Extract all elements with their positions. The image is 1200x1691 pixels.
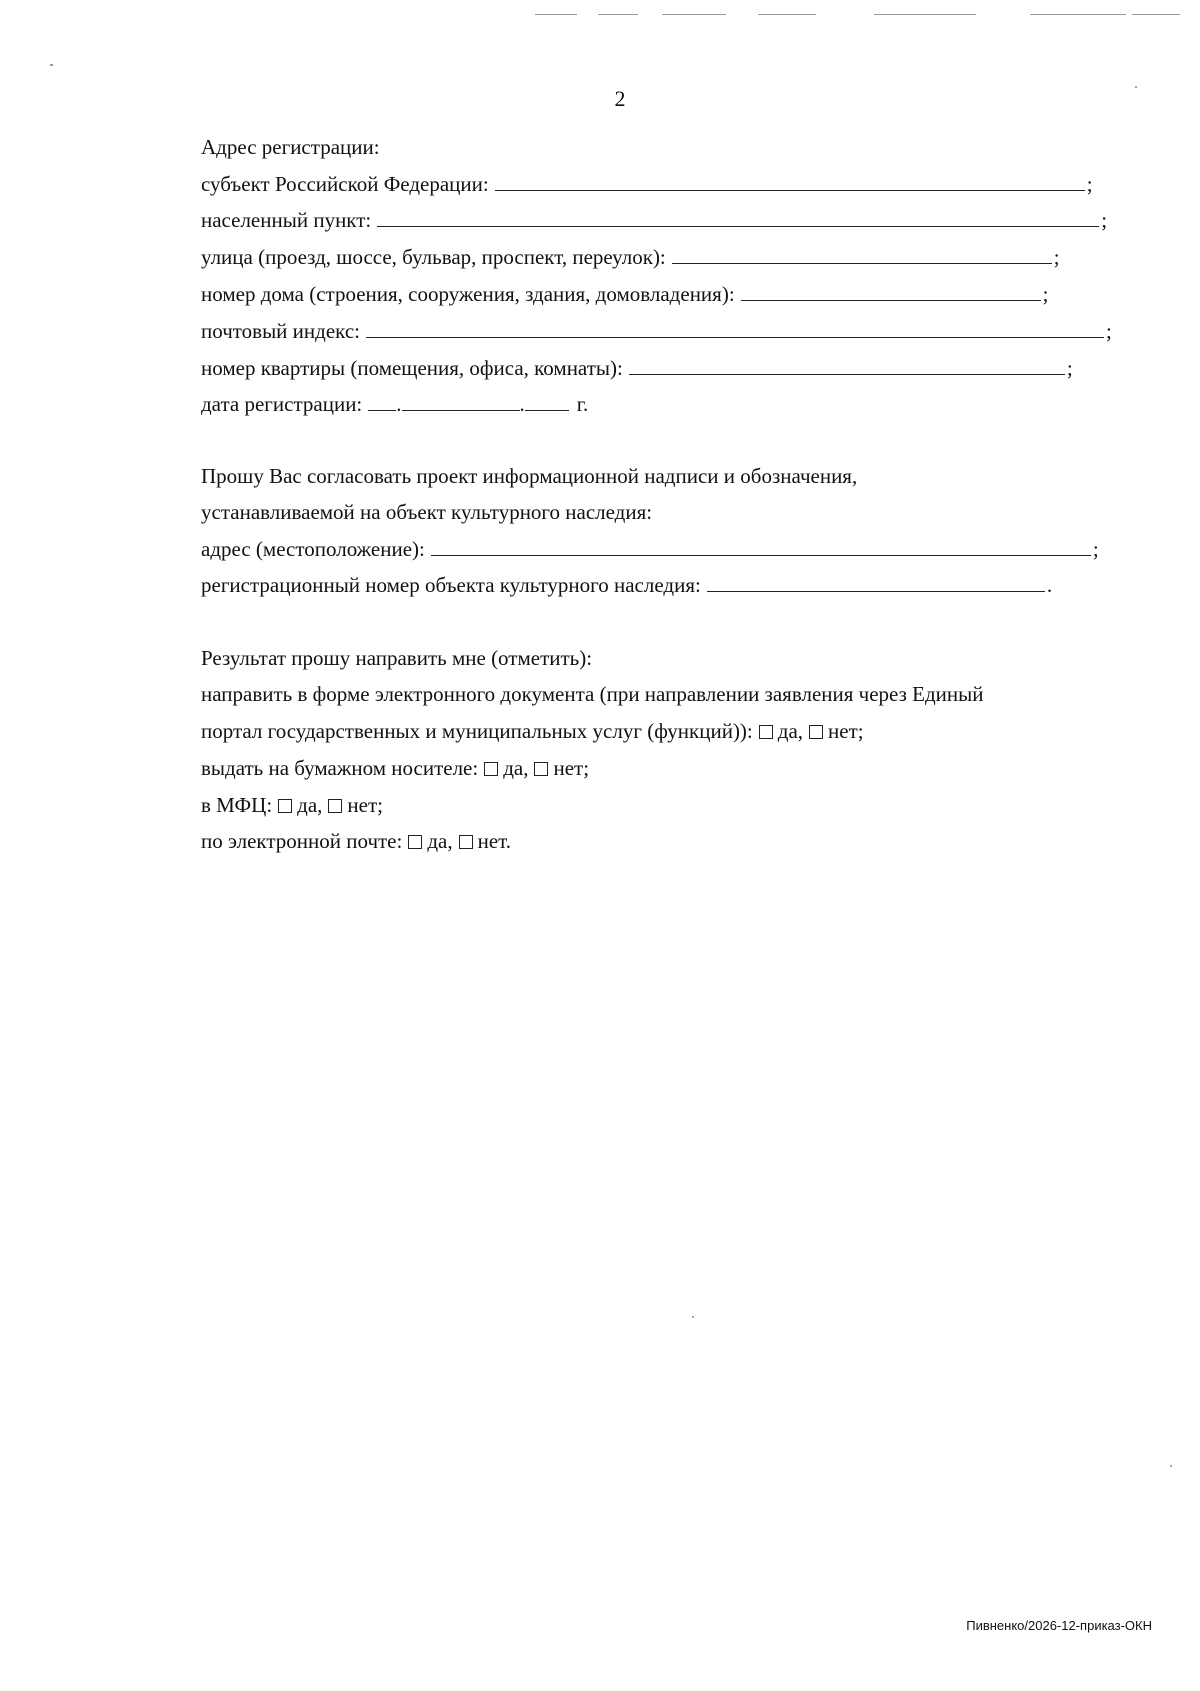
scan-speck xyxy=(50,64,53,66)
field-terminator: ; xyxy=(1086,172,1093,196)
option-label: портал государственных и муниципальных услуг (функций)): xyxy=(201,719,753,743)
yes-label: да, xyxy=(427,829,453,853)
page-number: 2 xyxy=(614,86,626,111)
checkbox-no[interactable] xyxy=(809,725,823,739)
request-paragraph-line-1 xyxy=(201,463,857,489)
scan-speck xyxy=(692,1316,694,1318)
document-code: Пивненко/2026-12-приказ-ОКН xyxy=(966,1618,1152,1633)
fill-line[interactable] xyxy=(629,357,1065,375)
fill-line[interactable] xyxy=(741,283,1041,301)
fill-line[interactable] xyxy=(377,209,1099,227)
result-heading xyxy=(201,645,592,671)
request-text: устанавливаемой на объект культурного наследия: xyxy=(201,500,653,524)
no-label: нет; xyxy=(828,719,864,743)
field-terminator: ; xyxy=(1101,208,1108,232)
scan-artifact xyxy=(874,14,976,15)
field-label: населенный пункт: xyxy=(201,208,372,232)
field-terminator: ; xyxy=(1042,282,1049,306)
field-house-number xyxy=(201,281,1049,307)
option-label: в МФЦ: xyxy=(201,793,273,817)
result-option-mfc xyxy=(201,792,383,818)
checkbox-no[interactable] xyxy=(534,762,548,776)
heading-text: Адрес регистрации: xyxy=(201,135,380,159)
field-registration-number xyxy=(201,572,1052,598)
yes-label: да, xyxy=(297,793,323,817)
fill-line[interactable] xyxy=(707,574,1045,592)
scan-artifact xyxy=(598,14,638,15)
field-label: номер квартиры (помещения, офиса, комнаты): xyxy=(201,356,623,380)
fill-line[interactable] xyxy=(495,173,1085,191)
field-apartment-number xyxy=(201,355,1073,381)
fill-line[interactable] xyxy=(672,246,1052,264)
field-terminator: ; xyxy=(1092,537,1099,561)
result-option-paper xyxy=(201,755,589,781)
option-label: по электронной почте: xyxy=(201,829,403,853)
scan-artifact xyxy=(758,14,816,15)
field-subject-rf xyxy=(201,171,1093,197)
fill-line[interactable] xyxy=(431,538,1091,556)
date-year-suffix: г. xyxy=(576,392,589,416)
request-paragraph-line-2 xyxy=(201,499,652,525)
field-settlement xyxy=(201,207,1107,233)
checkbox-yes[interactable] xyxy=(759,725,773,739)
yes-label: да, xyxy=(777,719,804,743)
request-text: Прошу Вас согласовать проект информационной надписи и обозначения, xyxy=(201,464,858,488)
scan-artifact xyxy=(535,14,577,15)
date-month-blank[interactable] xyxy=(402,393,520,411)
scan-artifact xyxy=(1132,14,1180,15)
checkbox-yes[interactable] xyxy=(484,762,498,776)
field-label: адрес (местоположение): xyxy=(201,537,425,561)
scan-artifact xyxy=(1030,14,1126,15)
date-separator: . xyxy=(519,392,525,416)
date-day-blank[interactable] xyxy=(368,393,396,411)
field-label: улица (проезд, шоссе, бульвар, проспект, переулок): xyxy=(201,245,666,269)
checkbox-yes[interactable] xyxy=(408,835,422,849)
field-terminator: ; xyxy=(1053,245,1060,269)
no-label: нет; xyxy=(347,793,383,817)
no-label: нет. xyxy=(477,829,512,853)
checkbox-no[interactable] xyxy=(459,835,473,849)
field-object-address xyxy=(201,536,1099,562)
field-terminator: ; xyxy=(1066,356,1073,380)
result-option-electronic xyxy=(201,718,864,744)
registration-address-heading xyxy=(201,134,380,160)
field-terminator: ; xyxy=(1106,319,1112,343)
scan-speck xyxy=(1170,1465,1172,1467)
option-label: выдать на бумажном носителе: xyxy=(201,756,479,780)
result-option-electronic-line-1 xyxy=(201,681,984,707)
result-heading-text: Результат прошу направить мне (отметить): xyxy=(201,646,593,670)
field-label: почтовый индекс: xyxy=(201,319,360,343)
field-registration-date xyxy=(201,391,588,417)
date-separator: . xyxy=(396,392,402,416)
field-postal-code xyxy=(201,318,1112,344)
yes-label: да, xyxy=(503,756,529,780)
fill-line[interactable] xyxy=(366,320,1104,338)
field-street xyxy=(201,244,1060,270)
field-label: субъект Российской Федерации: xyxy=(201,172,489,196)
checkbox-yes[interactable] xyxy=(278,799,292,813)
option-text: направить в форме электронного документа (при направлении заявления через Единый xyxy=(201,682,984,706)
result-option-email xyxy=(201,828,511,854)
checkbox-no[interactable] xyxy=(328,799,342,813)
no-label: нет; xyxy=(553,756,590,780)
field-label: дата регистрации: xyxy=(201,392,363,416)
scan-artifact xyxy=(662,14,726,15)
field-label: номер дома (строения, сооружения, здания, домовладения): xyxy=(201,282,735,306)
date-year-blank[interactable] xyxy=(525,393,569,411)
field-label: регистрационный номер объекта культурного наследия: xyxy=(201,573,701,597)
field-terminator: . xyxy=(1046,573,1053,597)
